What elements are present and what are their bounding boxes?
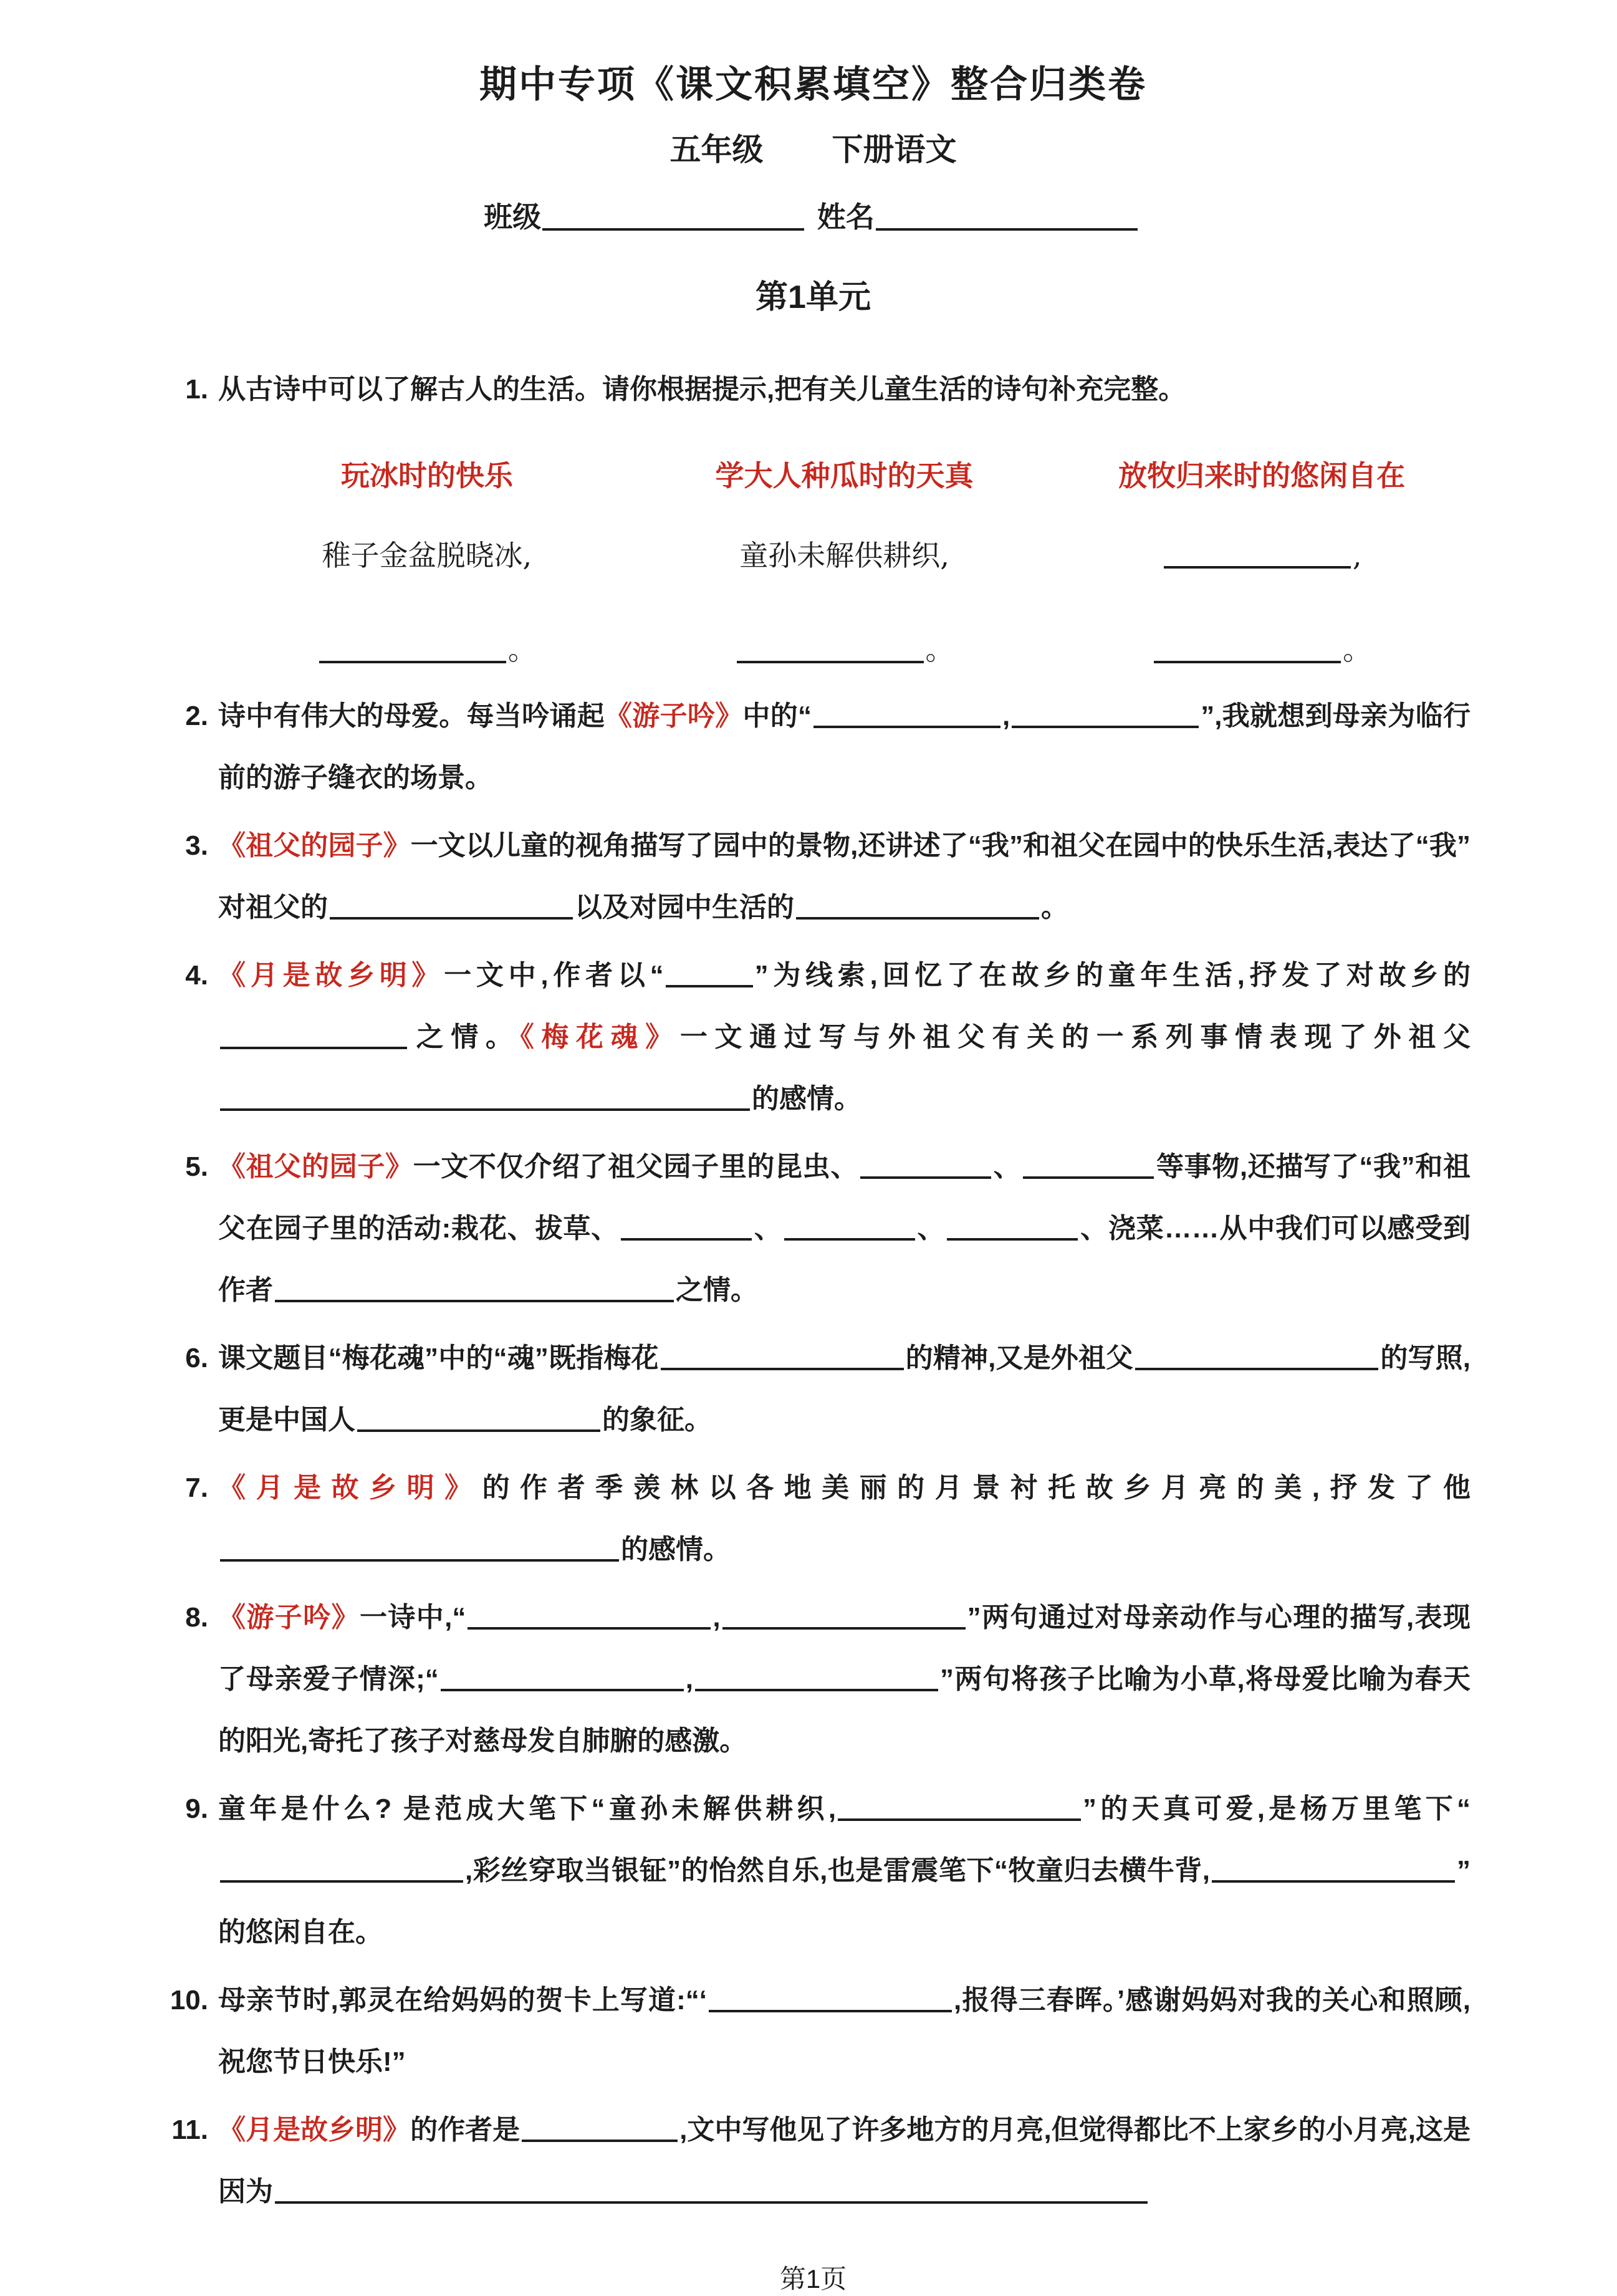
poem-text: 童孙未解供耕织, (739, 538, 949, 572)
question-4 (156, 944, 1471, 1130)
answer-blank (1154, 635, 1341, 663)
text-run: 的作者季羡林以各地美丽的月景衬托故乡月亮的美,抒发了他 (482, 1472, 1471, 1504)
answer-blank (330, 892, 573, 920)
question-number: 1. (185, 374, 208, 405)
grade-label: 五年级 (669, 132, 764, 167)
text-run: ”为线索,回忆了在故乡的童年生活,抒发了对故乡的 (754, 960, 1471, 991)
section-title: 第1单元 (756, 279, 871, 315)
poem-column (218, 444, 636, 669)
poem-text: , (1352, 538, 1362, 572)
text-run: 、浇菜……从中我们可以感受到作者 (218, 1213, 1471, 1306)
text-run: 中的“ (742, 701, 812, 732)
text-run: ,彩丝穿取当银钲”的怡然自乐,也是雷震笔下“牧童归去横牛背, (465, 1855, 1210, 1886)
poem-text: 稚子金盆脱晓冰, (322, 538, 532, 572)
question-body (218, 2099, 1471, 2222)
question-3 (156, 815, 1471, 938)
poem-line (636, 537, 1053, 575)
poem-line (636, 632, 1053, 669)
text-run: 的象征。 (602, 1405, 712, 1436)
course-title-red: 《祖父的园子》 (218, 830, 411, 862)
answer-blank (275, 2176, 1148, 2204)
answer-blank (275, 1275, 674, 1302)
text-run: , (1002, 701, 1010, 732)
text-run: 等事物,还描写了“我”和祖父在园子里的活动:栽花、拔草、 (218, 1151, 1471, 1244)
text-run: ”的天真可爱,是杨万里笔下“ (1083, 1794, 1471, 1825)
text-run: 课文题目“梅花魂”中的“魂”既指梅花 (218, 1343, 659, 1374)
question-number: 9. (185, 1794, 208, 1825)
answer-blank (1212, 1855, 1455, 1883)
question-number: 5. (185, 1151, 208, 1183)
text-run: ”两句通过对母亲动作与心理的描写,表现了母亲爱子情深;“ (218, 1602, 1471, 1695)
question-list (156, 358, 1471, 2222)
answer-blank (441, 1664, 684, 1691)
answer-blank (860, 1151, 991, 1179)
answer-blank (220, 1534, 619, 1562)
question-number: 3. (185, 830, 208, 862)
question-body (218, 1457, 1471, 1580)
text-run: 、 (754, 1213, 782, 1244)
answer-blank (666, 960, 753, 987)
question-number: 8. (185, 1602, 208, 1633)
poem-text: 。 (925, 633, 954, 667)
text-run: 的感情。 (752, 1083, 861, 1115)
answer-blank (838, 1794, 1081, 1821)
text-run: 的精神,又是外祖父 (905, 1343, 1134, 1374)
poem-line (1053, 632, 1471, 669)
answer-blank (737, 635, 924, 663)
text-run: 一诗中,“ (359, 1602, 466, 1633)
answer-blank (357, 1405, 600, 1432)
course-title-red: 《月是故乡明》 (218, 2115, 411, 2146)
text-run: ,报得三春晖。’感谢妈妈对我的关心和照顾,祝您节日快乐!” (218, 1985, 1471, 2078)
text-run: , (685, 1664, 694, 1695)
answer-blank (1012, 701, 1199, 728)
class-label: 班级 (484, 201, 542, 233)
course-title-red: 《月是故乡明》 (218, 960, 444, 991)
text-run: 从古诗中可以了解古人的生活。请你根据提示,把有关儿童生活的诗句补充完整。 (218, 374, 1186, 405)
course-title-red: 《祖父的园子》 (218, 1151, 413, 1183)
poem-columns (218, 444, 1471, 669)
text-run: 母亲节时,郭灵在给妈妈的贺卡上写道:“‘ (218, 1985, 708, 2016)
question-body (218, 1136, 1471, 1321)
page-title: 期中专项《课文积累填空》整合归类卷 (479, 64, 1147, 105)
answer-blank (947, 1213, 1078, 1241)
answer-blank (784, 1213, 915, 1241)
text-run: , (713, 1602, 721, 1633)
answer-blank (661, 1343, 904, 1370)
answer-blank (722, 1602, 966, 1630)
poem-text: 。 (1343, 633, 1372, 667)
question-9 (156, 1778, 1471, 1963)
question-number: 7. (185, 1472, 208, 1504)
answer-blank (220, 1855, 463, 1883)
text-run: 一文中,作者以“ (444, 960, 664, 991)
question-number: 2. (185, 701, 208, 732)
poem-line (218, 537, 636, 575)
answer-blank (1023, 1151, 1154, 1179)
poem-column (1053, 444, 1471, 669)
poem-column-header: 放牧归来时的悠闲自在 (1118, 459, 1406, 492)
question-1 (156, 358, 1471, 679)
question-body (218, 685, 1471, 809)
question-number: 11. (171, 2115, 208, 2146)
question-body (218, 1327, 1471, 1451)
text-run: ”,我就想到母亲为临行前的游子缝衣的场景。 (218, 701, 1471, 794)
text-run: 的感情。 (621, 1534, 731, 1565)
course-title-red: 《游子吟》 (218, 1602, 360, 1633)
answer-blank (220, 1022, 407, 1049)
student-info-line (156, 195, 1471, 236)
question-10 (156, 1969, 1471, 2093)
text-run: ”两句将孩子比喻为小草,将母爱比喻为春天的阳光,寄托了孩子对慈母发自肺腑的感激。 (218, 1664, 1471, 1757)
question-11 (156, 2099, 1471, 2222)
text-run: 之情。 (676, 1275, 758, 1306)
poem-line (1053, 537, 1471, 575)
answer-blank (709, 1985, 952, 2012)
answer-blank (621, 1213, 752, 1241)
answer-blank (796, 892, 1039, 920)
question-6 (156, 1327, 1471, 1451)
text-run: 、 (916, 1213, 946, 1244)
question-body (218, 1778, 1471, 1963)
answer-blank (1164, 540, 1351, 569)
question-5 (156, 1136, 1471, 1321)
poem-column-header: 学大人种瓜时的天真 (715, 459, 974, 492)
text-run: 的写照,更是中国人 (218, 1343, 1471, 1436)
poem-line (218, 632, 636, 669)
answer-blank (695, 1664, 938, 1691)
course-title-red: 《游子吟》 (604, 701, 743, 732)
text-run: 。 (1041, 892, 1068, 923)
answer-blank (1135, 1343, 1378, 1370)
text-run: 诗中有伟大的母爱。每当吟诵起 (218, 701, 605, 732)
name-blank (876, 202, 1138, 231)
question-number: 6. (185, 1343, 208, 1374)
question-number: 10. (170, 1985, 208, 2016)
answer-blank (813, 701, 1000, 728)
text-run: 童年是什么? 是范成大笔下“童孙未解供耕织, (218, 1794, 837, 1825)
page-number: 第1页 (779, 2264, 847, 2294)
question-8 (156, 1587, 1471, 1772)
question-body (218, 1587, 1471, 1772)
page-subtitle (156, 125, 1471, 170)
course-title-red: 《月是故乡明》 (218, 1472, 482, 1504)
answer-blank (220, 1083, 750, 1111)
poem-column (636, 444, 1053, 669)
text-run: 的作者是 (410, 2115, 521, 2146)
class-blank (542, 202, 804, 231)
question-body (218, 358, 1471, 679)
question-2 (156, 685, 1471, 809)
answer-blank (522, 2115, 678, 2142)
text-run: 一文通过写与外祖父有关的一系列事情表现了外祖父 (679, 1022, 1471, 1053)
question-number: 4. (185, 960, 208, 991)
question-body (218, 815, 1471, 938)
text-run: ”的悠闲自在。 (218, 1855, 1471, 1948)
answer-blank (468, 1602, 711, 1630)
text-run: 、 (993, 1151, 1022, 1183)
question-body (218, 1969, 1471, 2093)
text-run: 一文不仅介绍了祖父园子里的昆虫、 (413, 1151, 858, 1183)
poem-text: 。 (507, 633, 537, 667)
text-run: 一文以儿童的视角描写了园中的景物,还讲述了“我”和祖父在园中的快乐生活,表达了“我”对祖父的 (218, 830, 1471, 923)
question-7 (156, 1457, 1471, 1580)
subject-label: 下册语文 (832, 132, 957, 167)
poem-column-header: 玩冰时的快乐 (340, 459, 513, 492)
answer-blank (319, 635, 506, 663)
text-run: 以及对园中生活的 (575, 892, 794, 923)
question-body (218, 944, 1471, 1130)
name-label: 姓名 (817, 201, 875, 233)
course-title-red: 《梅花魂》 (520, 1022, 680, 1053)
text-run: ,文中写他见了许多地方的月亮,但觉得都比不上家乡的小月亮,这是因为 (218, 2115, 1471, 2207)
text-run: 之情。 (409, 1022, 521, 1053)
